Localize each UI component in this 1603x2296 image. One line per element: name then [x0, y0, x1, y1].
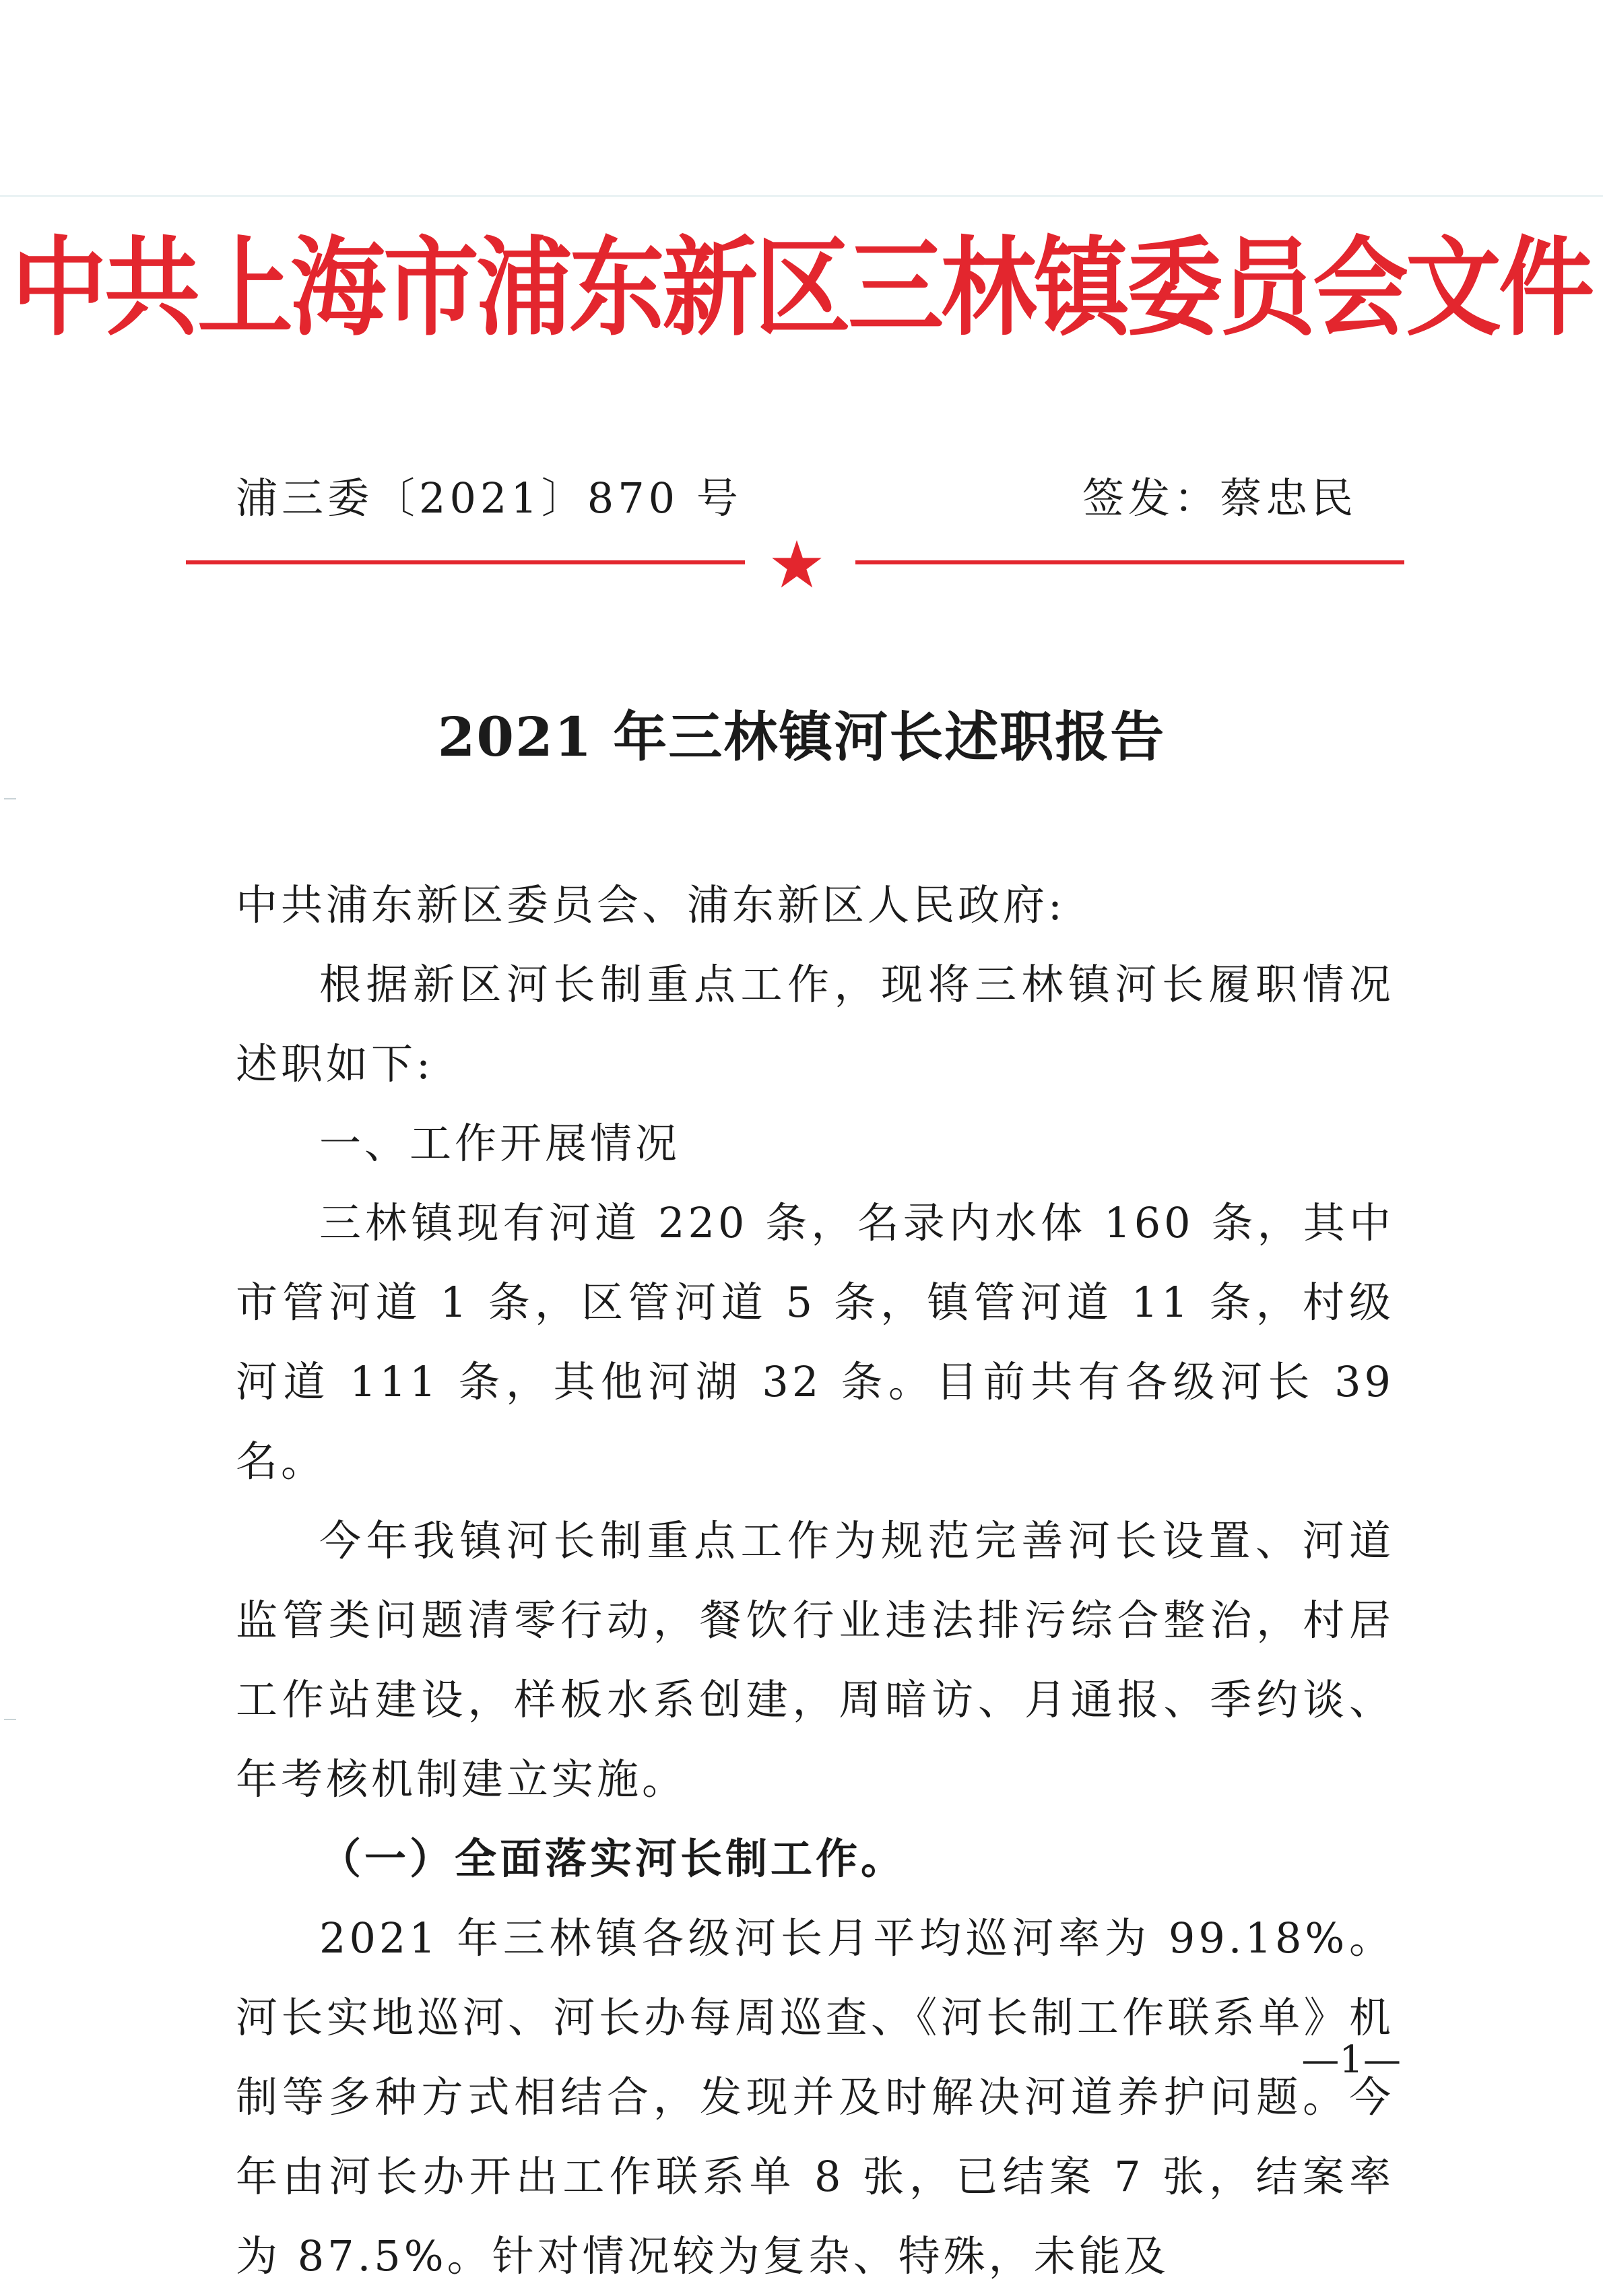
paragraph: 2021 年三林镇各级河长月平均巡河率为 99.18%。河长实地巡河、河长办每周巡查、《河长制工作联系单》机制等多种方式相结合，发现并及时解决河道养护问题。今年由河长办开出工作联系单 8 张，已结案 7 张，结案率为 87.5%。针对情况较为复杂、特殊，未能及 [236, 1913, 1394, 2281]
intro-paragraph: 根据新区河长制重点工作，现将三林镇河长履职情况述职如下: [236, 960, 1394, 1088]
report-body [236, 865, 1394, 2296]
issuer-signature: 签发：蔡忠民 [1082, 473, 1357, 523]
report-title: 2021 年三林镇河长述职报告 [437, 705, 1166, 768]
margin-mark [4, 1719, 16, 1720]
document-number: 浦三委〔2021〕870 号 [236, 473, 742, 523]
red-rule-left [186, 560, 745, 564]
salutation: 中共浦东新区委员会、浦东新区人民政府: [236, 880, 1066, 929]
subsection-heading: （一）全面落实河长制工作。 [319, 1834, 907, 1883]
scan-edge-line [0, 195, 1603, 197]
page-number: —1— [1301, 2038, 1401, 2082]
document-masthead: 中共上海市浦东新区三林镇委员会文件 [11, 226, 1592, 351]
paragraph: 三林镇现有河道 220 条，名录内水体 160 条，其中市管河道 1 条，区管河道 5 条，镇管河道 11 条，村级河道 111 条，其他河湖 32 条。目前共有各级河长 39 名。 [236, 1198, 1394, 1486]
red-star-icon [770, 537, 824, 591]
margin-mark [4, 798, 16, 799]
red-rule-right [855, 560, 1404, 564]
paragraph: 今年我镇河长制重点工作为规范完善河长设置、河道监管类问题清零行动，餐饮行业违法排污综合整治，村居工作站建设，样板水系创建，周暗访、月通报、季约谈、年考核机制建立实施。 [236, 1516, 1394, 1804]
section-heading: 一、工作开展情况 [319, 1119, 681, 1168]
